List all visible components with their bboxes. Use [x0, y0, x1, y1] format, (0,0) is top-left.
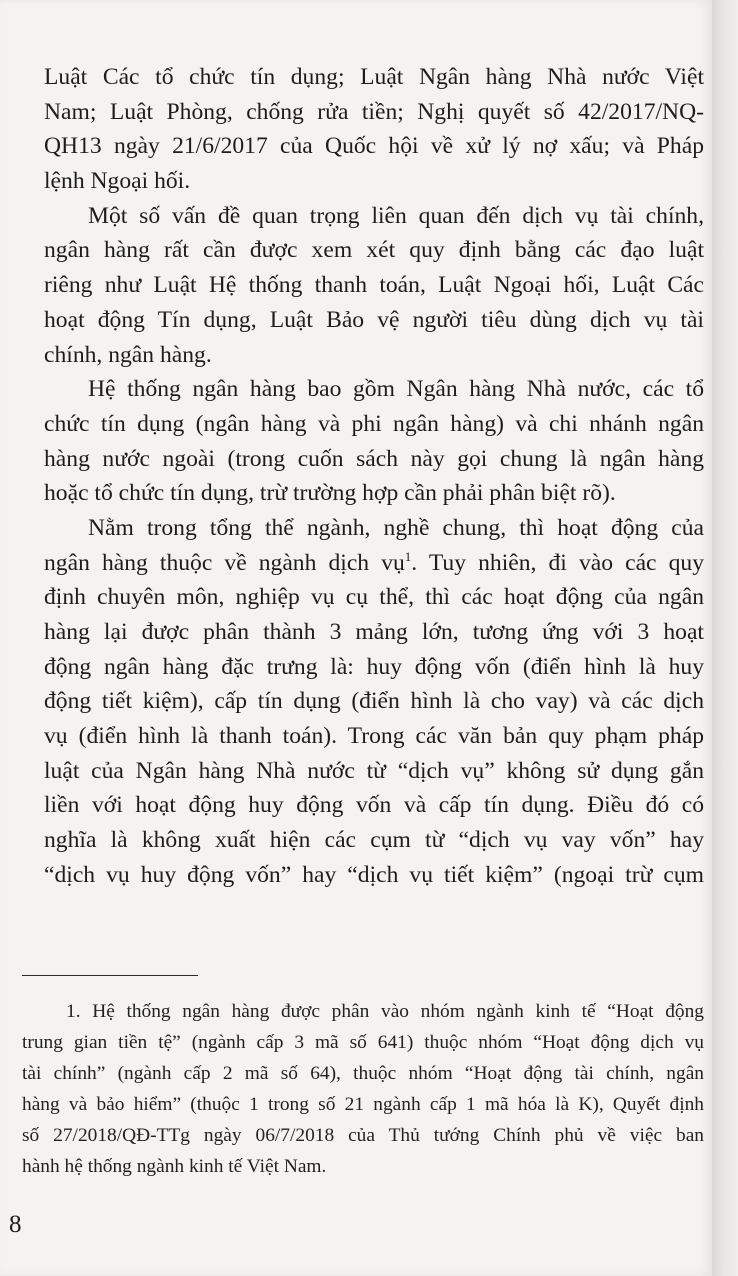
text-line: luật của Ngân hàng Nhà nước từ “dịch vụ” không sử dụng gắn [44, 757, 704, 784]
text-line: chính, ngân hàng. [44, 341, 212, 368]
text-line: định chuyên môn, nghiệp vụ cụ thể, thì các hoạt động của ngân [44, 584, 704, 611]
footnote-line: hàng và bảo hiểm” (thuộc 1 trong số 21 ngành cấp 1 mã hóa là K), Quyết định [22, 1094, 704, 1115]
text-line: liền với hoạt động huy động vốn và cấp tín dụng. Điều đó có [44, 792, 704, 819]
text-line: Luật Các tổ chức tín dụng; Luật Ngân hàng Nhà nước Việt [44, 64, 704, 90]
footnote-divider [22, 975, 198, 976]
text-line: động ngân hàng đặc trưng là: huy động vốn (điển hình là huy [44, 653, 704, 680]
text-line: lệnh Ngoại hối. [44, 168, 191, 195]
footnote-ref[interactable]: 1 [404, 548, 412, 564]
text-line: vụ (điển hình là thanh toán). Trong các văn bản quy phạm pháp [44, 723, 704, 750]
text-line: Một số vấn đề quan trọng liên quan đến dịch vụ tài chính, [88, 202, 704, 229]
footnote-line: số 27/2018/QĐ-TTg ngày 06/7/2018 của Thủ tướng Chính phủ về việc ban [22, 1125, 704, 1146]
text-line: chức tín dụng (ngân hàng và phi ngân hàng) và chi nhánh ngân [44, 410, 704, 437]
paragraph-1 [44, 60, 704, 199]
text-segment: . Tuy nhiên, đi vào các quy [411, 549, 704, 576]
text-line: QH13 ngày 21/6/2017 của Quốc hội về xử lý nợ xấu; và Pháp [44, 133, 704, 160]
text-line: Nằm trong tổng thể ngành, nghề chung, thì hoạt động của [88, 514, 704, 541]
page-number: 8 [9, 1211, 22, 1238]
paragraph-4 [44, 511, 704, 893]
text-line: nghĩa là không xuất hiện các cụm từ “dịch vụ vay vốn” hay [44, 827, 704, 854]
text-line: “dịch vụ huy động vốn” hay “dịch vụ tiết kiệm” (ngoại trừ cụm [44, 861, 704, 888]
body-text [44, 60, 704, 893]
text-line: riêng như Luật Hệ thống thanh toán, Luật Ngoại hối, Luật Các [44, 272, 704, 299]
footnote-line: trung gian tiền tệ” (ngành cấp 3 mã số 641) thuộc nhóm “Hoạt động dịch vụ [22, 1032, 704, 1053]
paragraph-3 [44, 372, 704, 511]
text-line: hàng lại được phân thành 3 mảng lớn, tương ứng với 3 hoạt [44, 619, 704, 645]
text-line: ngân hàng rất cần được xem xét quy định bằng các đạo luật [44, 237, 704, 264]
text-line: hàng nước ngoài (trong cuốn sách này gọi chung là ngân hàng [44, 445, 704, 472]
footnote-line: hành hệ thống ngành kinh tế Việt Nam. [22, 1156, 327, 1177]
text-segment: ngân hàng thuộc về ngành dịch vụ [44, 549, 405, 576]
text-line: Hệ thống ngân hàng bao gồm Ngân hàng Nhà nước, các tổ [88, 376, 704, 403]
text-line: động tiết kiệm), cấp tín dụng (điển hình là cho vay) và các dịch [44, 688, 704, 715]
text-line: Nam; Luật Phòng, chống rửa tiền; Nghị quyết số 42/2017/NQ- [44, 98, 704, 125]
page-edge [712, 0, 738, 1276]
footnote-line: 1. Hệ thống ngân hàng được phân vào nhóm ngành kinh tế “Hoạt động [66, 1001, 704, 1022]
text-line: hoặc tổ chức tín dụng, trừ trường hợp cần phải phân biệt rõ). [44, 480, 616, 507]
text-line: hoạt động Tín dụng, Luật Bảo vệ người tiêu dùng dịch vụ tài [44, 306, 704, 333]
footnote-line: tài chính” (ngành cấp 2 mã số 64), thuộc nhóm “Hoạt động tài chính, ngân [22, 1063, 704, 1084]
text-line-with-footnote-ref [44, 546, 704, 581]
footnote [22, 996, 704, 1182]
paragraph-2 [44, 199, 704, 372]
